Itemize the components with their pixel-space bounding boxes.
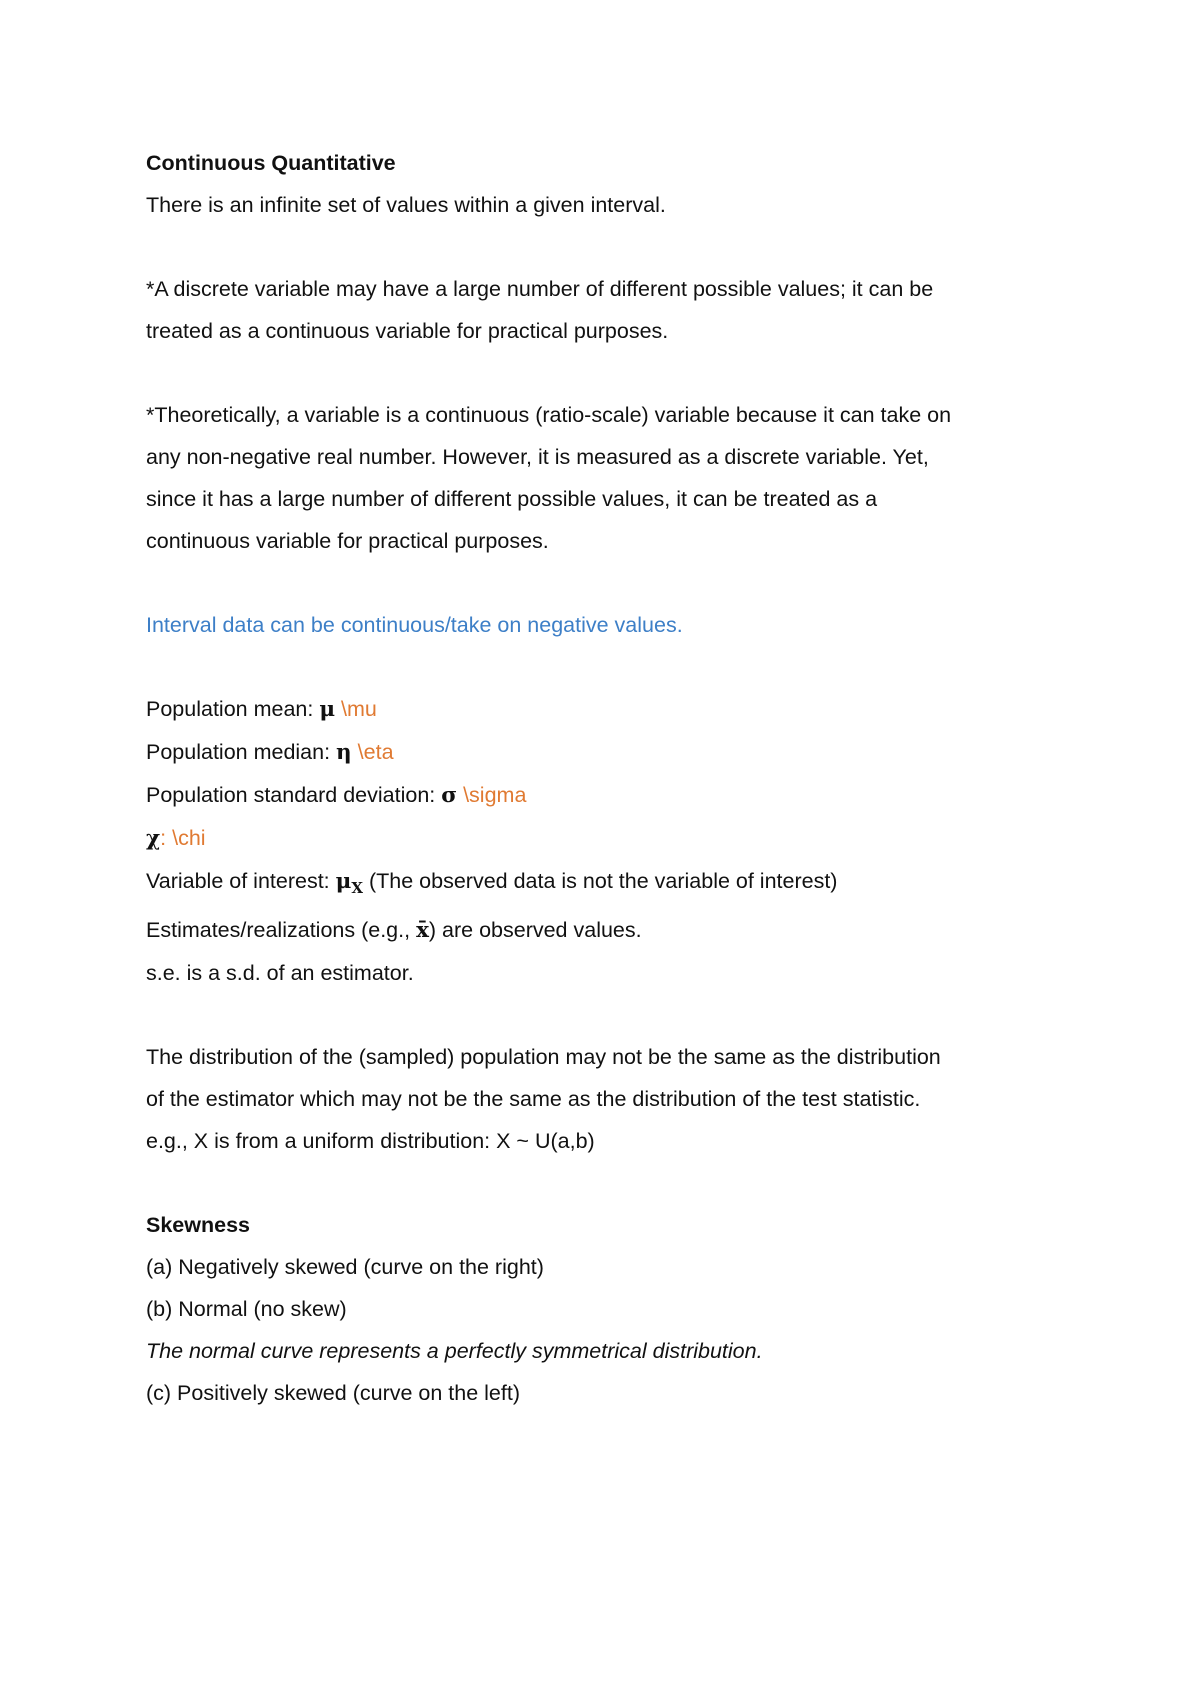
theory-note-line-4: continuous variable for practical purposes. xyxy=(146,529,549,553)
latex-command: \sigma xyxy=(457,783,527,807)
theory-note-line-2: any non-negative real number. However, it is measured as a discrete variable. Yet, xyxy=(146,445,929,469)
heading-skewness: Skewness xyxy=(146,1213,250,1237)
latex-command: \eta xyxy=(351,740,394,764)
distribution-example: e.g., X is from a uniform distribution: X ~ U(a,b) xyxy=(146,1129,595,1153)
distribution-line-2: of the estimator which may not be the same as the distribution of the test statistic. xyxy=(146,1087,921,1111)
interval-data-note: Interval data can be continuous/take on negative values. xyxy=(146,613,683,637)
skew-item-b: (b) Normal (no skew) xyxy=(146,1297,347,1321)
normal-curve-note: The normal curve represents a perfectly symmetrical distribution. xyxy=(146,1339,763,1363)
spacer xyxy=(146,226,1086,268)
variable-of-interest-note: (The observed data is not the variable of interest) xyxy=(363,869,838,893)
symbol-line-chi xyxy=(146,817,1086,860)
spacer xyxy=(146,646,1086,688)
discrete-note-line-2: treated as a continuous variable for practical purposes. xyxy=(146,319,669,343)
heading-continuous-quantitative: Continuous Quantitative xyxy=(146,151,396,175)
variable-of-interest-line xyxy=(146,860,1086,909)
mu-x-subscript: X xyxy=(351,879,364,897)
estimates-text-before: Estimates/realizations (e.g., xyxy=(146,918,417,942)
sigma-symbol: σ xyxy=(441,783,458,808)
chi-symbol: χ xyxy=(146,826,161,851)
symbol-line-median xyxy=(146,731,1086,774)
theory-note-line-3: since it has a large number of different possible values, it can be treated as a xyxy=(146,487,878,511)
latex-command: : \chi xyxy=(160,826,206,850)
spacer xyxy=(146,1162,1086,1204)
symbol-line-mean xyxy=(146,688,1086,731)
spacer xyxy=(146,352,1086,394)
symbol-label: Population mean: xyxy=(146,697,320,721)
latex-command: \mu xyxy=(335,697,377,721)
discrete-note-line-1: *A discrete variable may have a large number of different possible values; it can be xyxy=(146,277,934,301)
skew-item-a: (a) Negatively skewed (curve on the right) xyxy=(146,1255,544,1279)
spacer xyxy=(146,562,1086,604)
spacer xyxy=(146,994,1086,1036)
estimates-line xyxy=(146,909,1086,952)
x-bar-symbol: x̄ xyxy=(416,918,429,943)
symbol-label: Population median: xyxy=(146,740,337,764)
document-body xyxy=(146,142,1086,1414)
continuous-definition: There is an infinite set of values within a given interval. xyxy=(146,193,666,217)
skew-item-c: (c) Positively skewed (curve on the left) xyxy=(146,1381,520,1405)
mu-symbol: μ xyxy=(319,697,336,722)
standard-error-note: s.e. is a s.d. of an estimator. xyxy=(146,961,414,985)
symbol-line-std-dev xyxy=(146,774,1086,817)
symbol-label: Population standard deviation: xyxy=(146,783,442,807)
mu-x-symbol: μ xyxy=(335,869,352,894)
variable-of-interest-label: Variable of interest: xyxy=(146,869,336,893)
eta-symbol: η xyxy=(336,740,352,765)
estimates-text-after: ) are observed values. xyxy=(428,918,642,942)
distribution-line-1: The distribution of the (sampled) population may not be the same as the distribution xyxy=(146,1045,941,1069)
theory-note-line-1: *Theoretically, a variable is a continuous (ratio-scale) variable because it can take on xyxy=(146,403,952,427)
